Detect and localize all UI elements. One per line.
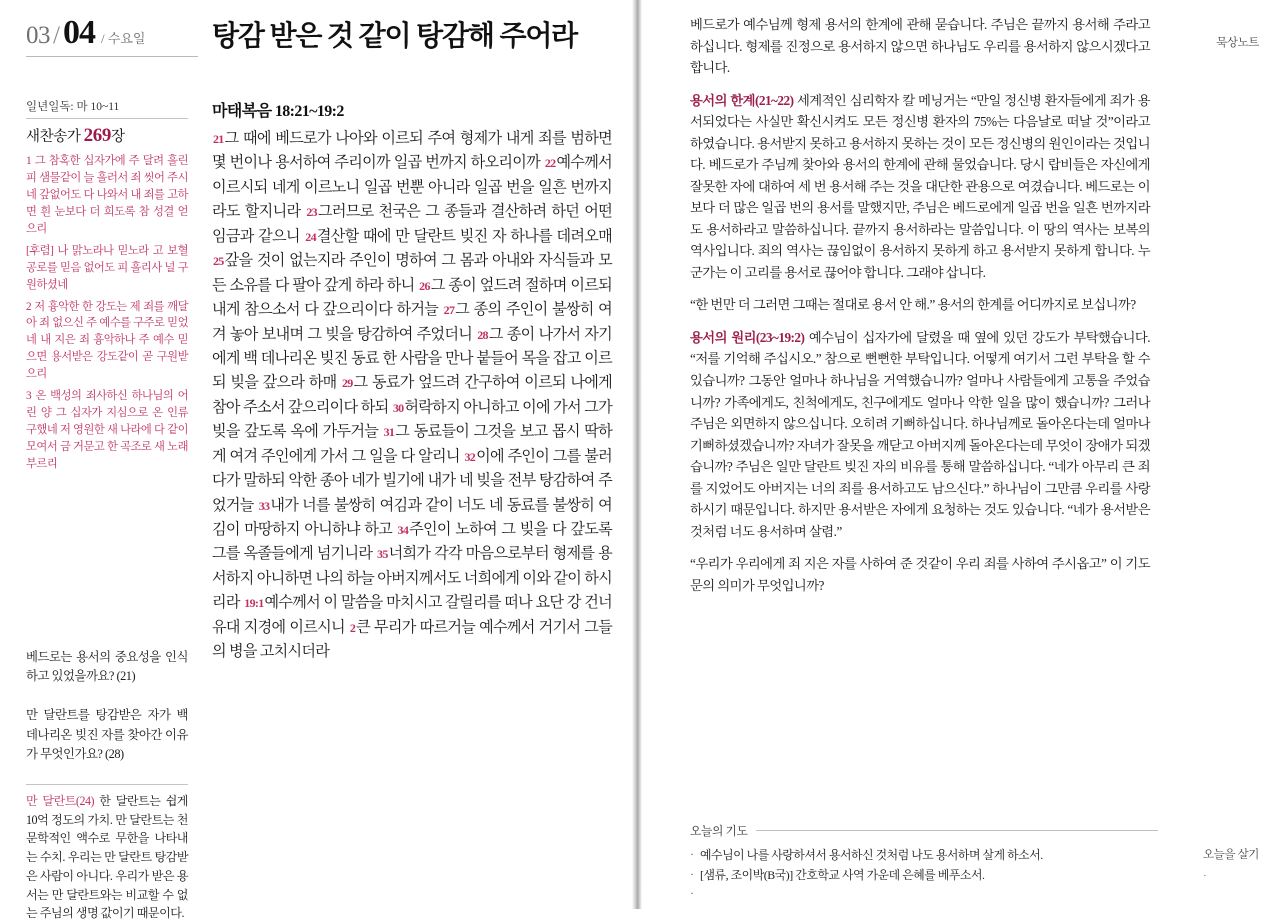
- verse-number: 32: [464, 449, 476, 464]
- verse-text: 큰 무리가 따르거늘 예수께서 거기서 그들의 병을 고치시더라: [212, 619, 613, 661]
- prayer-list: [690, 846, 1158, 885]
- date-slash: /: [53, 22, 60, 49]
- margin-tab-bullet: ·: [1202, 870, 1207, 882]
- hymn-verse: 1 그 참혹한 십자가에 주 달려 흘린 피 샘물같이 늘 흘러서 죄 씻어 주시네 갚없어도 다 나와서 내 죄를 고하면 흰 눈보다 더 희도록 참 성결 얻으리: [26, 155, 188, 235]
- devotional-paragraph: [690, 327, 1150, 542]
- hymn-prefix: 새찬송가: [26, 129, 84, 145]
- date-day: 04: [62, 14, 95, 51]
- hymn-title: [26, 125, 188, 147]
- devotional-body: [690, 14, 1150, 607]
- word-note-text: 한 달란트는 쉽게 10억 정도의 가치. 만 달란트는 천문학적인 액수로 무한을 나타내는 수치. 우리는 만 달란트 탕감받은 사람이 아니다. 우리가 받은 용서는 만 달란트와는 비교할 수 없는 주님의 생명 값이기 때문이다.: [26, 793, 188, 921]
- verse-number: 34: [397, 523, 409, 537]
- prayer-section: [690, 822, 1158, 885]
- left-sidebar: [26, 98, 188, 923]
- question-text: “한 번만 더 그러면 그때는 절대로 용서 안 해.” 용서의 한계를 어디까지로 보십니까?: [690, 297, 1136, 313]
- paragraph-lead: 용서의 원리(23~19:2): [690, 329, 805, 345]
- verse-text: 허락하지 아니하고 이에 가서 그가 빚을 갚도록 옥에 가두거늘: [212, 399, 612, 441]
- verse-number: 24: [305, 229, 316, 244]
- verse-text: 이에 주인이 그를 불러다가 말하되 악한 종아 네가 빌기에 내가 네 빚을 전부 탕감하여 주었거늘: [212, 448, 612, 514]
- verse-text: 그 동료들이 그것을 보고 몹시 딱하게 여겨 주인에게 가서 그 일을 다 알리니: [212, 424, 612, 465]
- scripture-passage: [212, 98, 612, 665]
- paragraph-lead: 용서의 한계(21~22): [690, 92, 794, 108]
- reflection-question: [690, 294, 1150, 316]
- verse-number: 21: [213, 132, 224, 146]
- study-question: 만 달란트를 탕감받은 자가 백 데나리온 빚진 자를 찾아간 이유가 무엇인가요? (28): [26, 708, 188, 761]
- verse-number: 35: [377, 547, 388, 562]
- verse-text: 예수께서 이 말씀을 마치시고 갈릴리를 떠나 요단 강 건너 유대 지경에 이르시니: [212, 595, 612, 636]
- verse-text: 그 때에 베드로가 나아와 이르되 주여 형제가 내게 죄를 범하면 몇 번이나 용서하여 주리이까 일곱 번까지 하오리이까: [212, 131, 612, 172]
- hymn-verse: 3 온 백성의 죄사하신 하나님의 어린 양 그 십자가 지심으로 온 인류 구했네 저 영원한 새 나라에 다 같이 모여서 금 거문고 한 곡조로 새 노래 부르리: [26, 390, 188, 470]
- right-page: [632, 0, 1275, 909]
- devotional-paragraph: [690, 14, 1150, 79]
- verse-text: 너희가 각각 마음으로부터 형제를 용서하지 아니하면 나의 하늘 아버지께서도 너희에게 이와 같이 하시리라: [212, 546, 612, 612]
- sidebar-divider-2: [26, 784, 188, 785]
- prayer-item: · [샘류, 조이박(B국)] 간호학교 사역 가운데 은혜를 베푸소서.: [690, 866, 1158, 886]
- prayer-title: 오늘의 기도: [690, 824, 748, 838]
- word-note-term: 만 달란트(24): [26, 793, 95, 808]
- verse-number: 30: [392, 400, 404, 415]
- scripture-body: [212, 127, 612, 665]
- verse-number: 2: [349, 620, 356, 635]
- verse-text: 예수께서 이르시되 네게 이르노니 일곱 번뿐 아니라 일곱 번을 일흔 번까지라도 할지니라: [212, 155, 612, 221]
- margin-tab-meditation-note: 묵상노트: [1216, 37, 1259, 49]
- date-weekday: / 수요일: [100, 31, 146, 46]
- sidebar-divider-1: [26, 118, 188, 119]
- paragraph-text: 예수님이 십자가에 달렸을 때 옆에 있던 강도가 부탁했습니다. “저를 기억해 주십시오.” 참으로 뻔뻔한 부탁입니다. 어떻게 여기서 그런 부탁을 할 수 있습니까? 그동안 얼마나 하나님을 거역했습니까? 얼마나 사람들에게 고통을 주었습니까? 가족에게도, 친척에게도, 친구에게도 얼마나 악한 일을 많이 했습니까? 그러나 주님은 외면하지 않으십니다. 오히려 기뻐하십니다. 하나님께로 돌아온다는데 얼마나 기뻐하셨겠습니까? 자녀가 잘못을 깨닫고 아버지께 돌아온다는데 무엇이 장애가 되겠습니까? 주님은 일만 달란트 빚진 자의 비유를 통해 말씀하십니다. “네가 아무리 큰 죄를 지었어도 아버지는 너의 죄를 용서하고도 남으신다.” 하나님이 그만큼 우리를 사랑하시기 때문입니다. 하지만 용서받은 자에게 요청하는 것도 있습니다. “네가 용서받은 것처럼 너도 용서하며 살렴.”: [690, 329, 1150, 539]
- date-divider: [26, 56, 198, 57]
- prayer-heading: [690, 822, 1158, 839]
- hymn-verse: [후렴] 나 맑노라나 믿노라 고 보혈 공로를 믿음 없어도 피 흘리사 널 구원하셨네: [26, 244, 188, 291]
- hymn-number: 269: [83, 125, 111, 146]
- verse-text: 주인이 노하여 그 빚을 다 갚도록 그를 옥졸들에게 넘기니라: [212, 522, 612, 563]
- verse-number: 25: [213, 254, 224, 269]
- verse-number: 19:1: [244, 596, 264, 611]
- left-page: [0, 0, 632, 921]
- date-month: 03: [26, 22, 50, 49]
- devotional-paragraph: [690, 90, 1150, 284]
- verse-text: 그 동료가 엎드려 간구하여 이르되 나에게 참아 주소서 갚으리이다 하되: [212, 375, 613, 416]
- prayer-divider: [756, 830, 1158, 831]
- yearly-reading-label: 일년일독: 마 10~11: [26, 101, 120, 113]
- question-text: “우리가 우리에게 죄 지은 자를 사하여 준 것같이 우리 죄를 사하여 주시옵고” 이 기도문의 의미가 무엇입니까?: [690, 556, 1150, 593]
- verse-text: 그 종의 주인이 불쌍히 여겨 놓아 보내며 그 빚을 탕감하여 주었더니: [212, 302, 612, 343]
- verse-number: 23: [306, 205, 317, 220]
- paragraph-text: 세계적인 심리학자 칼 메닝거는 “만일 정신병 환자들에게 죄가 용서되었다는 사실만 확신시켜도 모든 정신병 환자의 75%는 다음날로 떠날 것”이라고 하였습니다. 용서받지 못하고 용서하지 못하는 것이 모든 정신병의 원인이라는 것입니다. 베드로가 주님께 찾아와 용서의 한계에 관해 물었습니다. 당시 랍비들은 자신에게 잘못한 자에 대하여 세 번 용서해 주는 것을 대단한 관용으로 여겼습니다. 베드로는 이보다 더 많은 일곱 번의 용서를 말했지만, 주님은 베드로에게 일곱 번을 일흔 번까지라도 용서하라고 말씀하십니다. 끝까지 용서하라는 말씀입니다. 이 땅의 역사는 보복의 역사입니다. 죄의 역사는 끊임없이 용서하지 못하게 하고 용서받지 못하게 합니다. 누군가는 이 고리를 용서로 끊어야 합니다. 그래야 삽니다.: [690, 92, 1151, 280]
- word-note: [26, 792, 188, 923]
- reflection-question: [690, 553, 1150, 596]
- verse-text: 결산할 때에 만 달란트 빚진 자 하나를 데려오매: [316, 228, 613, 245]
- page-title: 탕감 받은 것 같이 탕감해 주어라: [212, 21, 578, 52]
- verse-number: 31: [383, 425, 395, 440]
- study-question: 베드로는 용서의 중요성을 인식하고 있었을까요? (21): [26, 649, 188, 684]
- verse-text: 갚을 것이 없는지라 주인이 명하여 그 몸과 아내와 자식들과 모든 소유를 다 팔아 갚게 하라 하니: [212, 253, 612, 294]
- verse-text: 내가 너를 불쌍히 여김과 같이 너도 네 동료를 불쌍히 여김이 마땅하지 아니하냐 하고: [212, 497, 612, 538]
- verse-number: 27: [443, 303, 455, 318]
- hymn-verse: 2 저 흉악한 한 강도는 제 죄를 깨달아 죄 없으신 주 예수를 구주로 믿었네 내 지은 죄 흉악하나 주 예수 믿으면 용서받은 강도같이 곧 구원받으리: [26, 300, 188, 381]
- verse-number: 33: [258, 498, 270, 513]
- verse-number: 29: [342, 376, 353, 391]
- paragraph-text: 베드로가 예수님께 형제 용서의 한계에 관해 묻습니다. 주님은 끝까지 용서해 주라고 하십니다. 형제를 진정으로 용서하지 않으면 하나님도 우리를 용서하지 않으시겠다고 합니다.: [690, 17, 1150, 76]
- verse-text: 그러므로 천국은 그 종들과 결산하려 하던 어떤 임금과 같으니: [212, 204, 612, 245]
- prayer-item: · 예수님이 나를 사랑하셔서 용서하신 것처럼 나도 용서하며 살게 하소서.: [690, 846, 1158, 866]
- verse-number: 28: [477, 327, 488, 342]
- hymn-suffix: 장: [110, 129, 125, 145]
- verse-text: 그 종이 나가서 자기에게 백 데나리온 빚진 동료 한 사람을 만나 붙들어 목을 잡고 이르되 빚을 갚으라 하매: [212, 326, 612, 392]
- margin-tab-today-living: [1203, 846, 1259, 882]
- verse-text: 그 종이 엎드려 절하며 이르되 내게 참으소서 다 갚으리이다 하거늘: [212, 277, 612, 319]
- verse-number: 26: [419, 278, 430, 293]
- verse-number: 22: [544, 156, 556, 171]
- margin-tab-today-living-label: 오늘을 살기: [1202, 849, 1259, 861]
- scripture-reference: 마태복음 18:21~19:2: [212, 103, 344, 120]
